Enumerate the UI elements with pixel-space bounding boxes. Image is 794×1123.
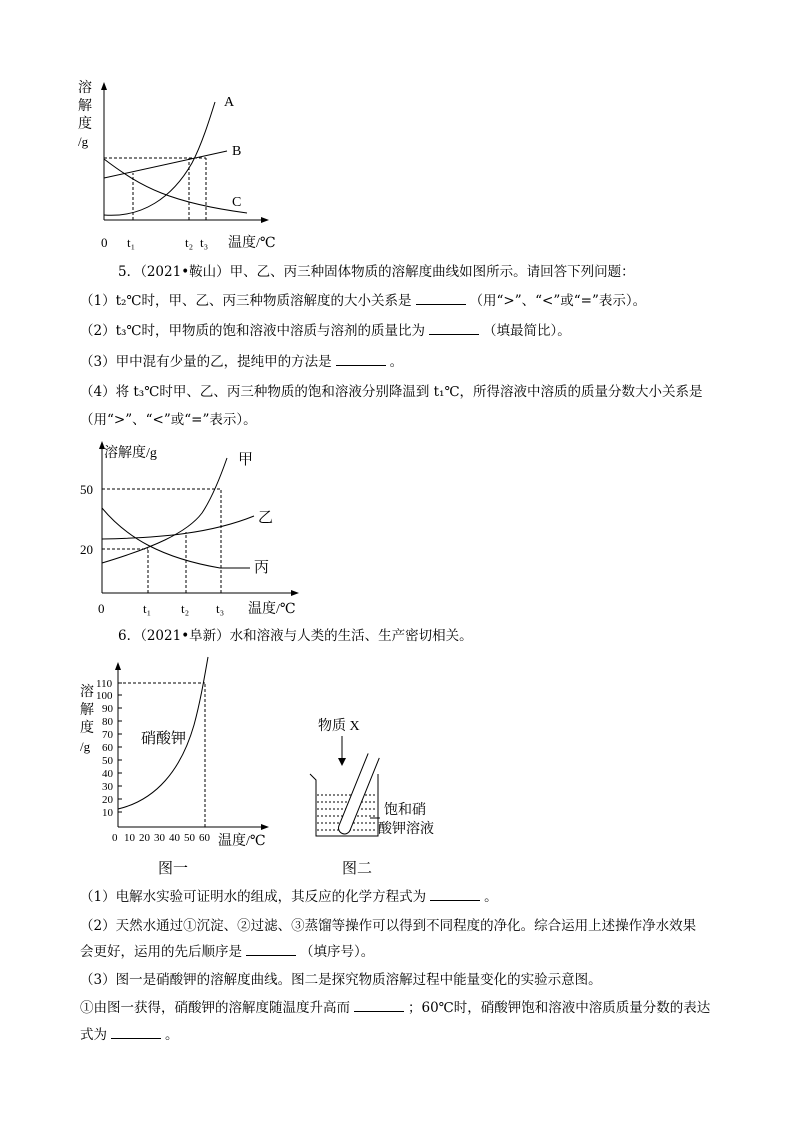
x-axis-arrow: [261, 217, 269, 223]
origin-label: 0: [101, 235, 108, 250]
y-axis-arrow: [99, 441, 105, 449]
solution-label-line2: 酸钾溶液: [378, 822, 434, 837]
curve-jia: [102, 458, 227, 563]
q5-part4-line2: （用“>”、“<”或“=”表示）。: [80, 412, 257, 428]
y-axis-label-char: 度: [78, 117, 92, 132]
y-tick-10: 10: [102, 807, 113, 819]
q6-part2-line2: [80, 942, 374, 962]
potassium-nitrate-solubility-chart: [76, 655, 276, 885]
curve-yi: [102, 516, 254, 539]
q6-part4-tail: ；60℃时，硝酸钾饱和溶液中溶质质量分数的表达: [408, 1000, 711, 1016]
y-axis-label-char: 度: [80, 721, 94, 736]
y-axis-arrow: [115, 662, 121, 670]
y-tick-110: 110: [96, 678, 113, 690]
y-tick-30: 30: [102, 781, 113, 793]
q6-part4-line2: [80, 1025, 179, 1045]
x-axis-label: 温度/℃: [218, 834, 266, 849]
y-axis-label: 溶解度/g: [104, 446, 157, 461]
y-axis-arrow: [101, 82, 107, 90]
down-arrow-head: [338, 758, 346, 766]
x-tick-t1: t₁: [143, 601, 152, 616]
q6-part1-text: （1）电解水实验可证明水的组成，其反应的化学方程式为: [80, 889, 427, 905]
y-axis-label-char: 溶: [78, 81, 92, 96]
q6-part2-text: 会更好，运用的先后顺序是: [80, 944, 242, 960]
y-tick-40: 40: [102, 768, 113, 780]
answer-blank[interactable]: [430, 888, 480, 901]
answer-blank[interactable]: [111, 1026, 161, 1039]
q6-part1-tail: 。: [484, 889, 498, 905]
curve-a-label: A: [224, 95, 235, 110]
x-axis-arrow: [291, 590, 299, 596]
beaker-experiment-diagram: [300, 712, 460, 882]
x-tick-50: 50: [184, 832, 195, 844]
y-tick-marks: [118, 683, 122, 812]
x-tick-t3: t₃: [200, 235, 209, 250]
y-tick-20: 20: [102, 794, 113, 806]
x-tick-60: 60: [199, 832, 210, 844]
curve-bing-label: 丙: [254, 560, 270, 576]
q5-part4-line1: （4）将 t₃℃时甲、乙、丙三种物质的饱和溶液分别降温到 t₁℃，所得溶液中溶质的质量分数大小关系是: [80, 384, 703, 400]
x-tick-20: 20: [139, 832, 150, 844]
answer-blank[interactable]: [336, 353, 386, 366]
y-axis-label-char: 解: [80, 703, 94, 718]
y-tick-20: 20: [80, 542, 93, 557]
kno3-label: 硝酸钾: [141, 731, 187, 747]
x-tick-t3: t₃: [216, 601, 225, 616]
q5-part3: [80, 352, 403, 372]
x-tick-30: 30: [154, 832, 165, 844]
y-tick-50: 50: [102, 755, 113, 767]
figure-caption: 图一: [158, 861, 189, 877]
q5-part2-text: （2）t₃℃时，甲物质的饱和溶液中溶质与溶剂的质量比为: [80, 323, 426, 339]
answer-blank[interactable]: [246, 943, 296, 956]
q5-part1-tail: （用“>”、“<”或“=”表示）。: [469, 293, 647, 309]
answer-blank[interactable]: [429, 322, 479, 335]
y-tick-70: 70: [102, 729, 113, 741]
q6-part3: （3）图一是硝酸钾的溶解度曲线。图二是探究物质溶解过程中能量变化的实验示意图。: [80, 972, 602, 988]
y-tick-60: 60: [102, 742, 113, 754]
y-axis-label-char: /g: [78, 134, 89, 149]
solubility-chart-abc: [72, 78, 282, 258]
x-axis-label: 温度/℃: [228, 236, 276, 251]
x-tick-0: 0: [112, 832, 118, 844]
substance-x-label: 物质 X: [318, 719, 360, 734]
q5-part1-text: （1）t₂℃时，甲、乙、丙三种物质溶解度的大小关系是: [80, 293, 412, 309]
x-tick-t2: t₂: [181, 601, 190, 616]
q6-part4-text: ①由图一获得，硝酸钾的溶解度随温度升高而: [80, 1000, 350, 1016]
solution-label-line1: 饱和硝: [384, 803, 426, 818]
solubility-chart-jia-yi-bing: [72, 438, 312, 618]
y-tick-100: 100: [96, 690, 113, 702]
curve-a: [104, 102, 215, 215]
y-tick-90: 90: [102, 703, 113, 715]
q5-part1: [80, 291, 646, 311]
x-tick-t1: t₁: [127, 235, 136, 250]
x-tick-10: 10: [124, 832, 135, 844]
y-axis-label-char: 溶: [80, 685, 94, 700]
q6-part2-tail: （填序号）。: [300, 944, 375, 960]
q5-part3-tail: 。: [389, 354, 404, 370]
curve-b-label: B: [232, 144, 242, 159]
curve-b: [104, 151, 227, 178]
curve-yi-label: 乙: [258, 510, 274, 526]
y-axis-label-char: 解: [78, 99, 92, 114]
x-axis-label: 温度/℃: [248, 602, 296, 617]
q5-part2-tail: （填最简比）。: [483, 323, 571, 339]
x-tick-t2: t₂: [185, 235, 194, 250]
y-axis-label-char: /g: [80, 739, 91, 754]
q5-part2: [80, 321, 571, 341]
answer-blank[interactable]: [416, 292, 466, 305]
figure-caption: 图二: [342, 861, 373, 877]
q6-part4-line1: [80, 998, 710, 1018]
q6-part1: [80, 887, 498, 907]
q6-part2-line1: （2）天然水通过①沉淀、②过滤、③蒸馏等操作可以得到不同程度的净化。综合运用上述操作净水效果: [80, 918, 697, 934]
q6-part5-tail: 。: [165, 1027, 179, 1043]
q5-part3-text: （3）甲中混有少量的乙，提纯甲的方法是: [80, 354, 332, 370]
answer-blank[interactable]: [354, 999, 404, 1012]
x-axis-arrow: [261, 824, 269, 830]
x-tick-40: 40: [169, 832, 180, 844]
y-tick-80: 80: [102, 716, 113, 728]
y-tick-50: 50: [80, 482, 93, 497]
origin-label: 0: [98, 601, 105, 616]
q6-intro: 6．（2021•阜新）水和溶液与人类的生活、生产密切相关。: [118, 628, 473, 644]
curve-c-label: C: [232, 195, 242, 210]
q6-part5-text: 式为: [80, 1027, 107, 1043]
q5-intro: 5．（2021•鞍山）甲、乙、丙三种固体物质的溶解度曲线如图所示。请回答下列问题：: [118, 264, 635, 280]
curve-jia-label: 甲: [238, 452, 254, 468]
